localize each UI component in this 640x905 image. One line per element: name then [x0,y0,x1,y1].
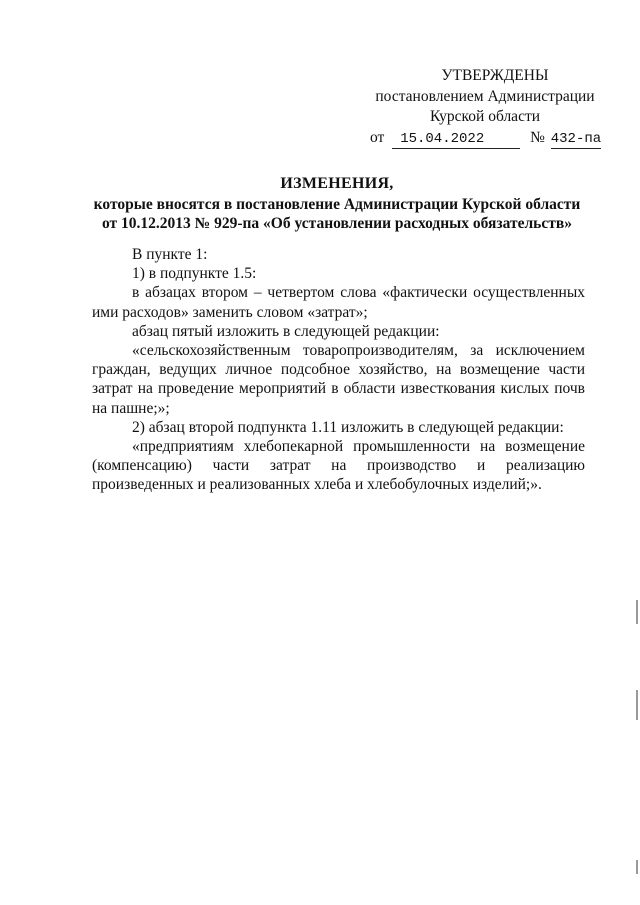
scan-edge-mark [636,690,638,720]
approval-line-2: Курской области [429,108,541,125]
paragraph-fifth-text: «сельскохозяйственным товаропроизводителям, за исключением граждан, ведущих личное подсобное хозяйство, на возмещение части затрат на проведение мероприятий в области известкования кислых почв на пашне;»; [92,342,585,417]
scan-edge-mark [636,600,638,624]
date-label: от [370,128,385,146]
paragraph-fifth-intro: абзац пятый изложить в следующей редакции: [132,322,440,340]
paragraph-1-11-text: «предприятиям хлебопекарной промышленности на возмещение (компенсацию) части затрат на производство и реализацию произведенных и реализованных хлеба и хлебобулочных изделий;». [92,438,585,494]
paragraph-point-1: В пункте 1: [132,246,208,263]
heading-subtitle-2: от 10.12.2013 № 929-па «Об установлении расходных обязательств» [101,215,572,232]
approval-title: УТВЕРЖДЕНЫ [441,67,549,84]
approval-date: 15.04.2022 [392,131,520,149]
approval-date-line [360,128,610,149]
approval-block [360,66,610,149]
document-heading [60,174,614,233]
paragraph-subpoint-1-11: 2) абзац второй подпункта 1.11 изложить в следующей редакции: [132,418,564,436]
number-label: № [530,128,545,146]
paragraph-replace-words: в абзацах втором – четвертом слова «фактически осуществленных ими расходов» заменить словом «затрат»; [92,284,585,321]
heading-title: ИЗМЕНЕНИЯ, [280,175,394,192]
approval-number: 432-па [550,130,602,147]
document-body [92,245,585,495]
paragraph-subpoint-1-5: 1) в подпункте 1.5: [132,265,257,283]
approval-line-1: постановлением Администрации [375,87,595,105]
heading-subtitle-1: которые вносятся в постановление Администрации Курской области [93,196,581,213]
scan-edge-mark [636,860,638,874]
